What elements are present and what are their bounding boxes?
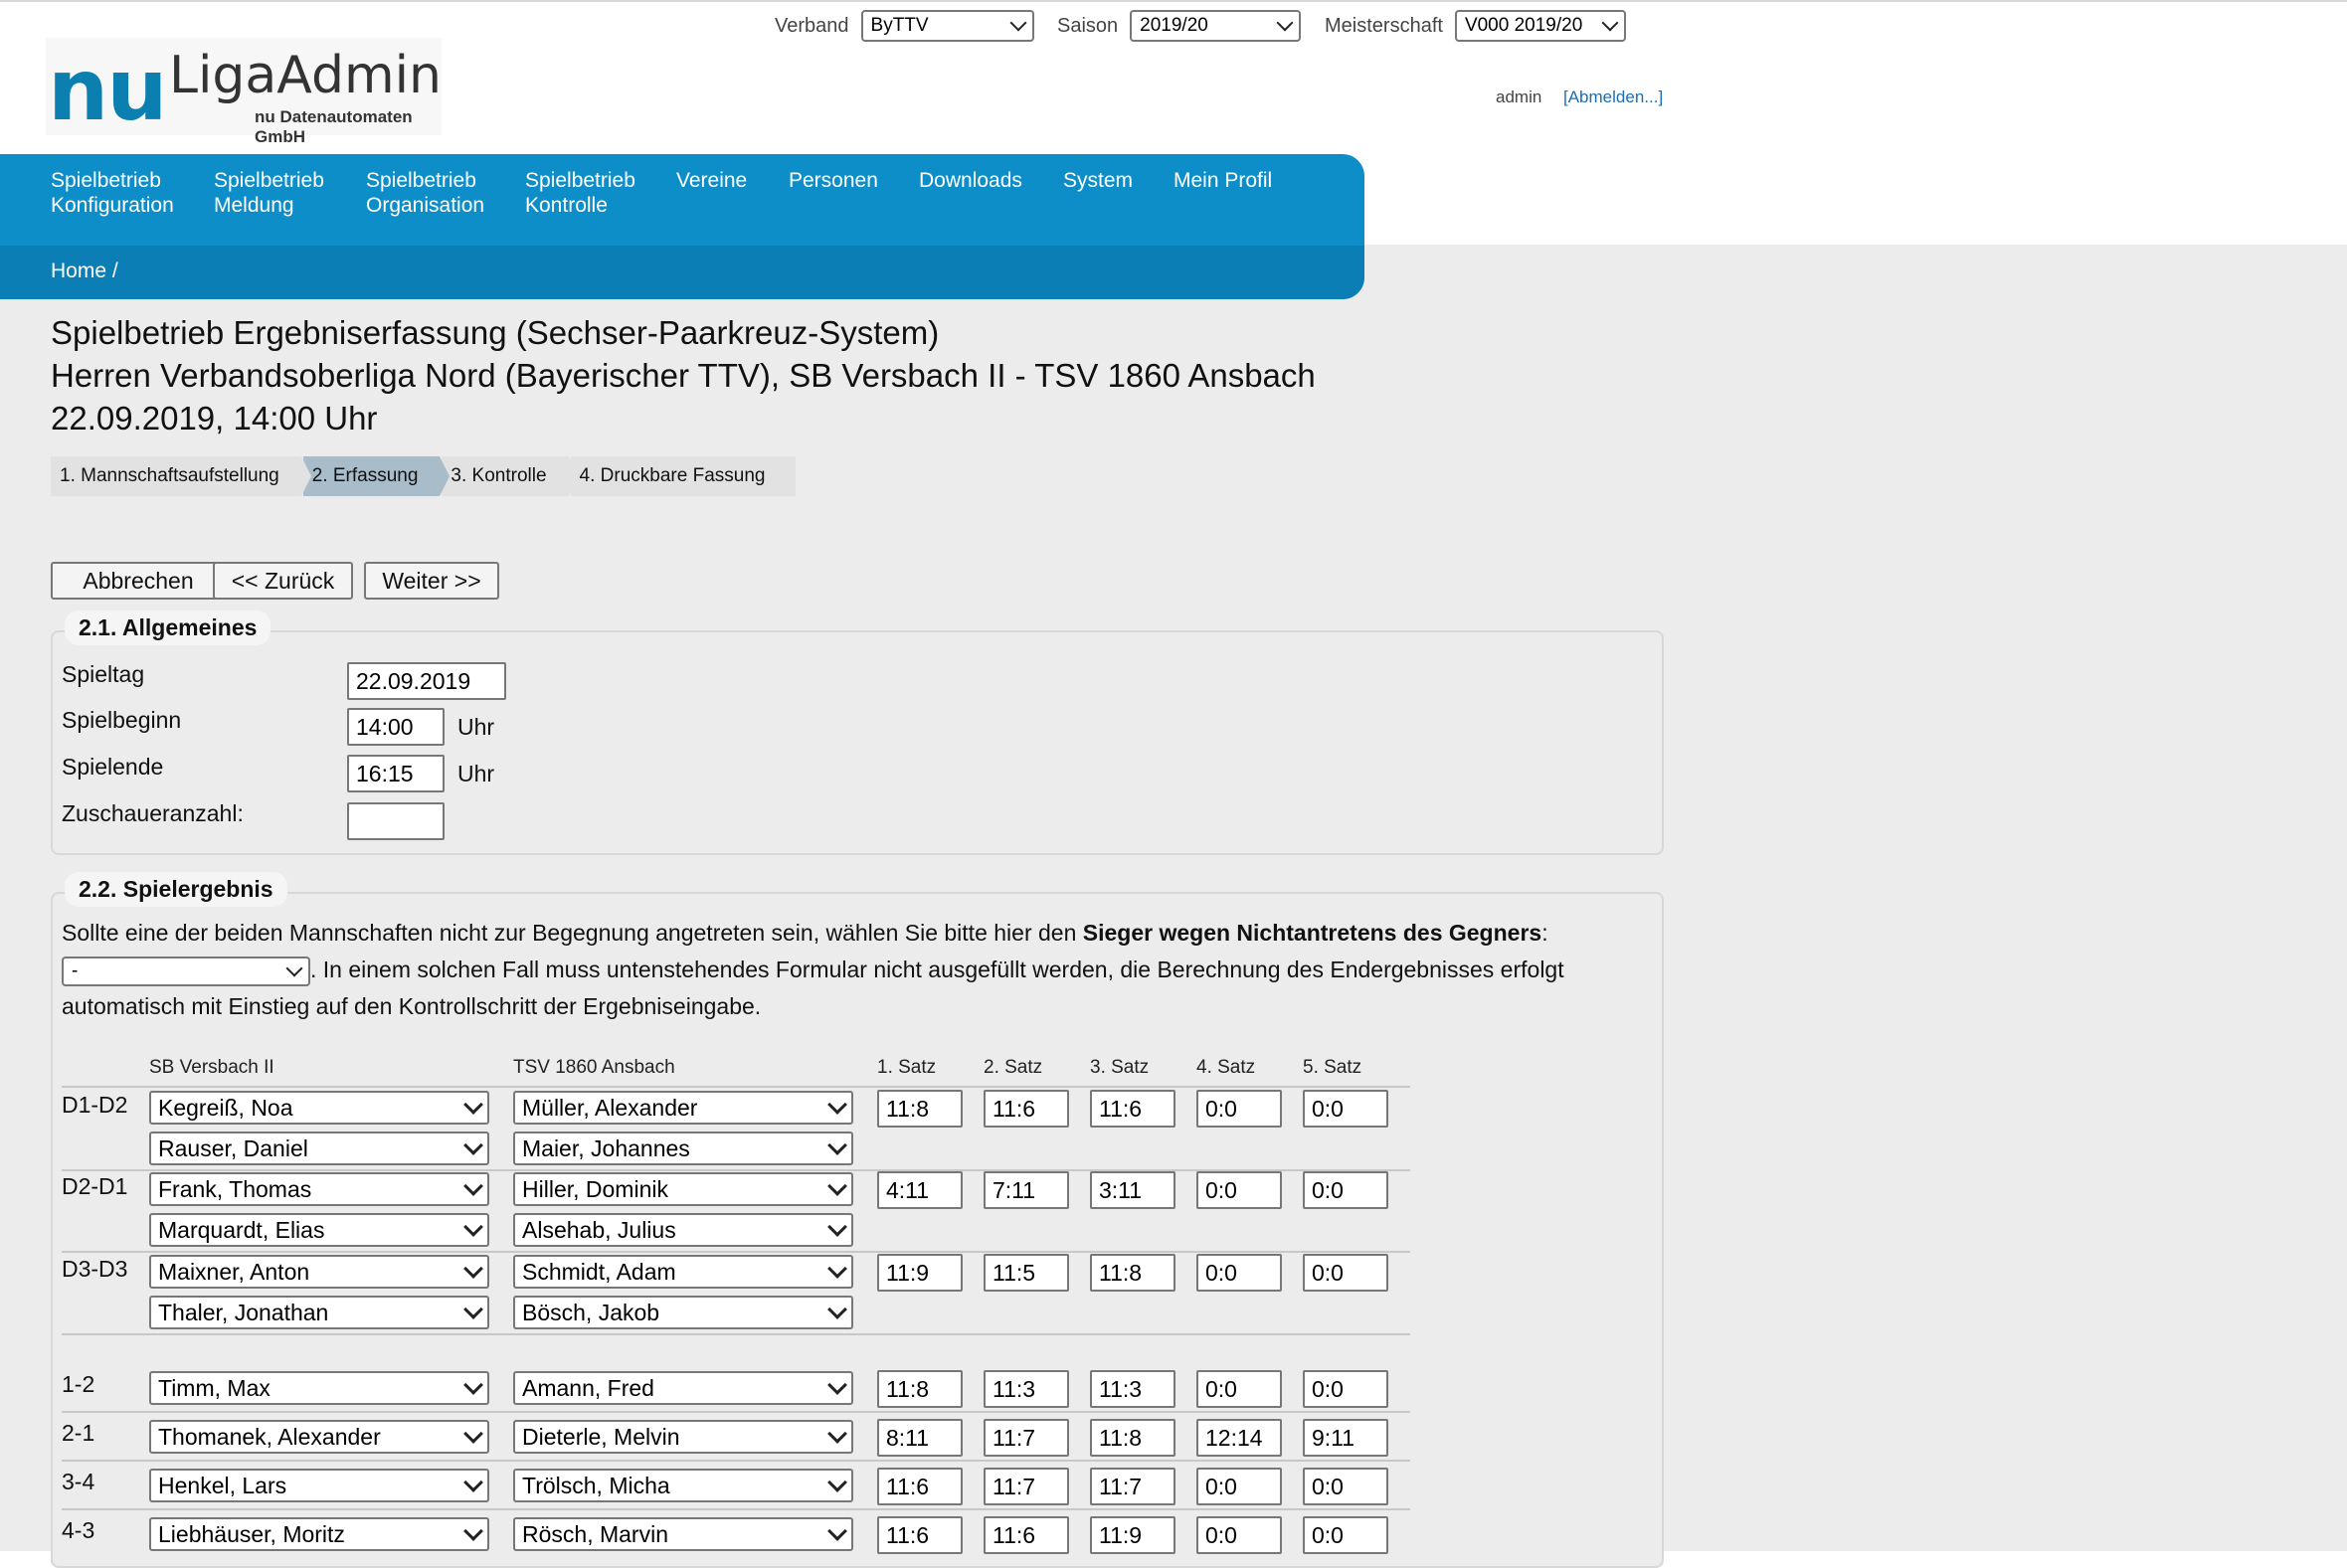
set-score-input[interactable]: 7:11 — [984, 1171, 1069, 1209]
set-score-input[interactable]: 11:9 — [1090, 1516, 1175, 1554]
player-select[interactable] — [149, 1172, 489, 1206]
player-name: Liebhäuser, Moritz — [158, 1520, 345, 1547]
player-name: Timm, Max — [158, 1374, 271, 1401]
nav-system[interactable]: System — [1063, 169, 1134, 192]
match-title: Herren Verbandsoberliga Nord (Bayerischer TTV), SB Versbach II - TSV 1860 Ansbach — [51, 357, 1316, 394]
set-score-input[interactable]: 0:0 — [1303, 1370, 1388, 1408]
set-score-input[interactable]: 0:0 — [1196, 1090, 1282, 1128]
meisterschaft-label: Meisterschaft — [1325, 14, 1443, 37]
chevron-down-icon — [827, 1375, 847, 1395]
zuschauer-label: Zuschaueranzahl: — [62, 800, 244, 826]
chevron-down-icon — [463, 1300, 483, 1319]
set-score-input[interactable]: 11:3 — [1090, 1370, 1175, 1408]
set-score-input[interactable]: 4:11 — [877, 1171, 963, 1209]
player-select[interactable] — [149, 1213, 489, 1247]
set-2-header: 2. Satz — [984, 1057, 1043, 1078]
allgemeines-section — [51, 614, 1664, 855]
chevron-down-icon — [463, 1135, 483, 1155]
ligaadmin-logo[interactable] — [46, 38, 443, 146]
spielende-label: Spielende — [62, 754, 164, 780]
chevron-down-icon — [463, 1259, 483, 1279]
verband-selector — [775, 10, 1034, 42]
player-select[interactable] — [149, 1517, 489, 1551]
player-name: Maixner, Anton — [158, 1258, 310, 1285]
set-score-input[interactable]: 0:0 — [1196, 1254, 1282, 1292]
logo-ligaadmin: LigaAdmin — [169, 46, 443, 105]
chevron-down-icon — [463, 1095, 483, 1115]
chevron-down-icon — [827, 1259, 847, 1279]
allgemeines-legend: 2.1. Allgemeines — [65, 610, 271, 645]
player-name: Schmidt, Adam — [522, 1258, 676, 1285]
zuschauer-input[interactable] — [347, 802, 445, 840]
set-score-input[interactable]: 8:11 — [877, 1419, 963, 1457]
set-score-input[interactable]: 0:0 — [1196, 1468, 1282, 1505]
page-title: Spielbetrieb Ergebniserfassung (Sechser-Paarkreuz-System) — [51, 314, 940, 351]
forfeit-text-colon: : — [1541, 920, 1548, 946]
set-score-input[interactable]: 11:3 — [984, 1370, 1069, 1408]
set-score-input[interactable]: 0:0 — [1196, 1370, 1282, 1408]
player-name: Thomanek, Alexander — [158, 1423, 381, 1450]
table-header-divider — [62, 1086, 1410, 1088]
chevron-down-icon — [1277, 15, 1294, 32]
set-5-header: 5. Satz — [1303, 1057, 1362, 1078]
forfeit-text-2: . In einem solchen Fall muss untenstehendes Formular nicht ausgefüllt werden, die Berechnung des Endergebnisses erfolgt automatisch mit Einstieg auf den Kontrollschritt der Ergebniseingabe. — [62, 957, 1564, 1019]
set-score-input[interactable]: 11:8 — [877, 1090, 963, 1128]
player-name: Frank, Thomas — [158, 1175, 312, 1202]
saison-value: 2019/20 — [1140, 15, 1208, 36]
wizard-steps — [51, 456, 798, 496]
set-4-header: 4. Satz — [1196, 1057, 1256, 1078]
chevron-down-icon — [1009, 15, 1026, 32]
row-label: 1-2 — [62, 1371, 95, 1397]
set-score-input[interactable]: 11:7 — [984, 1419, 1069, 1457]
player-select[interactable] — [149, 1420, 489, 1454]
nav-spielbetrieb-organisation[interactable]: Spielbetrieb Organisation — [366, 169, 485, 217]
row-divider — [62, 1508, 1410, 1510]
nav-mein-profil[interactable]: Mein Profil — [1174, 169, 1273, 192]
player-name: Marquardt, Elias — [158, 1216, 325, 1243]
spielende-unit: Uhr — [457, 761, 495, 786]
set-score-input[interactable]: 11:7 — [1090, 1468, 1175, 1505]
chevron-down-icon — [827, 1095, 847, 1115]
step-erfassung[interactable]: 2. Erfassung — [303, 456, 441, 496]
step-mannschaftsaufstellung[interactable]: 1. Mannschaftsaufstellung — [51, 456, 301, 496]
player-select[interactable] — [513, 1132, 853, 1165]
verband-label: Verband — [775, 14, 849, 37]
meisterschaft-selector — [1325, 10, 1626, 42]
logo-subtitle: nu Datenautomaten GmbH — [255, 107, 413, 146]
player-select[interactable] — [513, 1371, 853, 1405]
forfeit-winner-select[interactable] — [62, 957, 310, 986]
player-select[interactable] — [149, 1296, 489, 1329]
player-select[interactable] — [513, 1255, 853, 1289]
player-name: Henkel, Lars — [158, 1472, 287, 1498]
step-druckbare-fassung[interactable]: 4. Druckbare Fassung — [571, 456, 797, 496]
row-divider — [62, 1333, 1410, 1335]
row-divider — [62, 1460, 1410, 1462]
saison-select[interactable] — [1130, 10, 1301, 42]
top-border — [0, 0, 2347, 2]
player-name: Trölsch, Micha — [522, 1472, 670, 1498]
player-name: Rösch, Marvin — [522, 1520, 668, 1547]
set-score-input[interactable]: 12:14 — [1196, 1419, 1282, 1457]
player-select[interactable] — [149, 1255, 489, 1289]
set-score-input[interactable]: 11:6 — [984, 1090, 1069, 1128]
chevron-down-icon — [827, 1424, 847, 1444]
forfeit-winner-value: - — [72, 960, 79, 982]
nav-downloads[interactable]: Downloads — [919, 169, 1022, 192]
logo-nu: nu — [48, 41, 166, 140]
row-label: 3-4 — [62, 1469, 95, 1494]
chevron-down-icon — [1601, 15, 1618, 32]
player-name: Maier, Johannes — [522, 1134, 690, 1161]
saison-label: Saison — [1057, 14, 1119, 37]
chevron-down-icon — [827, 1135, 847, 1155]
player-select[interactable] — [513, 1213, 853, 1247]
set-score-input[interactable]: 11:6 — [877, 1516, 963, 1554]
away-team-header: TSV 1860 Ansbach — [513, 1057, 675, 1078]
player-name: Thaler, Jonathan — [158, 1299, 329, 1325]
chevron-down-icon — [463, 1424, 483, 1444]
set-score-input[interactable]: 9:11 — [1303, 1419, 1388, 1457]
set-score-input[interactable]: 0:0 — [1303, 1090, 1388, 1128]
back-button[interactable]: << Zurück — [213, 562, 353, 600]
username: admin — [1496, 87, 1542, 106]
set-score-input[interactable]: 0:0 — [1303, 1171, 1388, 1209]
chevron-down-icon — [827, 1217, 847, 1237]
player-select[interactable] — [513, 1420, 853, 1454]
verband-value: ByTTV — [870, 15, 929, 36]
row-label: 4-3 — [62, 1517, 95, 1543]
set-score-input[interactable]: 11:6 — [984, 1516, 1069, 1554]
set-score-input[interactable]: 11:5 — [984, 1254, 1069, 1292]
player-select[interactable] — [513, 1469, 853, 1502]
next-button[interactable]: Weiter >> — [364, 562, 499, 600]
row-label: D3-D3 — [62, 1256, 128, 1282]
set-score-input[interactable]: 0:0 — [1303, 1468, 1388, 1505]
chevron-down-icon — [463, 1375, 483, 1395]
player-select[interactable] — [149, 1091, 489, 1125]
set-score-input[interactable]: 0:0 — [1196, 1171, 1282, 1209]
set-score-input[interactable]: 11:8 — [877, 1370, 963, 1408]
row-label: D2-D1 — [62, 1173, 128, 1199]
set-1-header: 1. Satz — [877, 1057, 937, 1078]
spielende-input[interactable]: 16:15 — [347, 755, 445, 792]
nav-spielbetrieb-meldung[interactable]: Spielbetrieb Meldung — [214, 169, 324, 217]
chevron-down-icon — [463, 1521, 483, 1541]
breadcrumb-bar — [0, 246, 1364, 299]
home-team-header: SB Versbach II — [149, 1057, 274, 1078]
player-name: Bösch, Jakob — [522, 1299, 660, 1325]
chevron-down-icon — [286, 959, 303, 976]
chevron-down-icon — [463, 1176, 483, 1196]
player-name: Müller, Alexander — [522, 1094, 698, 1121]
forfeit-text-1: Sollte eine der beiden Mannschaften nicht zur Begegnung angetreten sein, wählen Sie bitte hier den — [62, 920, 1083, 946]
chevron-down-icon — [827, 1176, 847, 1196]
set-score-input[interactable]: 11:7 — [984, 1468, 1069, 1505]
match-date: 22.09.2019, 14:00 Uhr — [51, 400, 378, 436]
chevron-down-icon — [827, 1300, 847, 1319]
row-divider — [62, 1251, 1410, 1253]
player-select[interactable] — [149, 1132, 489, 1165]
spielbeginn-unit: Uhr — [457, 714, 495, 740]
forfeit-text-bold: Sieger wegen Nichtantretens des Gegners — [1082, 920, 1542, 946]
player-name: Alsehab, Julius — [522, 1216, 676, 1243]
set-score-input[interactable]: 11:8 — [1090, 1419, 1175, 1457]
step-kontrolle[interactable]: 3. Kontrolle — [442, 456, 568, 496]
main-navigation — [0, 154, 1364, 299]
chevron-down-icon — [827, 1521, 847, 1541]
spieltag-label: Spieltag — [62, 661, 145, 687]
player-name: Kegreiß, Noa — [158, 1094, 293, 1121]
player-select[interactable] — [149, 1469, 489, 1502]
nav-spielbetrieb-konfiguration[interactable]: Spielbetrieb Konfiguration — [51, 169, 174, 217]
set-score-input[interactable]: 11:6 — [877, 1468, 963, 1505]
logout-link[interactable]: [Abmelden...] — [1563, 87, 1664, 106]
meisterschaft-select[interactable] — [1455, 10, 1626, 42]
set-score-input[interactable]: 0:0 — [1303, 1254, 1388, 1292]
set-score-input[interactable]: 11:9 — [877, 1254, 963, 1292]
set-score-input[interactable]: 0:0 — [1303, 1516, 1388, 1554]
row-label: 2-1 — [62, 1420, 95, 1446]
set-score-input[interactable]: 11:8 — [1090, 1254, 1175, 1292]
player-name: Rauser, Daniel — [158, 1134, 308, 1161]
nav-vereine[interactable]: Vereine — [676, 169, 748, 192]
set-score-input[interactable]: 3:11 — [1090, 1171, 1175, 1209]
set-score-input[interactable]: 11:6 — [1090, 1090, 1175, 1128]
chevron-down-icon — [827, 1473, 847, 1492]
chevron-down-icon — [463, 1473, 483, 1492]
spielbeginn-label: Spielbeginn — [62, 707, 182, 733]
chevron-down-icon — [463, 1217, 483, 1237]
nav-spielbetrieb-kontrolle[interactable]: Spielbetrieb Kontrolle — [525, 169, 635, 217]
meisterschaft-value: V000 2019/20 — [1464, 15, 1583, 36]
spielergebnis-legend: 2.2. Spielergebnis — [65, 872, 287, 907]
row-divider — [62, 1411, 1410, 1413]
player-name: Hiller, Dominik — [522, 1175, 668, 1202]
player-name: Amann, Fred — [522, 1374, 654, 1401]
breadcrumb-home[interactable]: Home / — [51, 260, 118, 282]
player-select[interactable] — [513, 1517, 853, 1551]
player-select[interactable] — [513, 1172, 853, 1206]
player-select[interactable] — [513, 1296, 853, 1329]
spieltag-input[interactable]: 22.09.2019 — [347, 662, 506, 700]
player-select[interactable] — [149, 1371, 489, 1405]
cancel-button[interactable]: Abbrechen — [51, 562, 226, 600]
player-name: Dieterle, Melvin — [522, 1423, 680, 1450]
player-select[interactable] — [513, 1091, 853, 1125]
set-3-header: 3. Satz — [1090, 1057, 1150, 1078]
saison-selector — [1057, 10, 1301, 42]
row-label: D1-D2 — [62, 1092, 128, 1118]
verband-select[interactable] — [861, 10, 1034, 42]
set-score-input[interactable]: 0:0 — [1196, 1516, 1282, 1554]
nav-personen[interactable]: Personen — [789, 169, 878, 192]
forfeit-instructions — [62, 915, 1573, 1025]
spielbeginn-input[interactable]: 14:00 — [347, 708, 445, 746]
